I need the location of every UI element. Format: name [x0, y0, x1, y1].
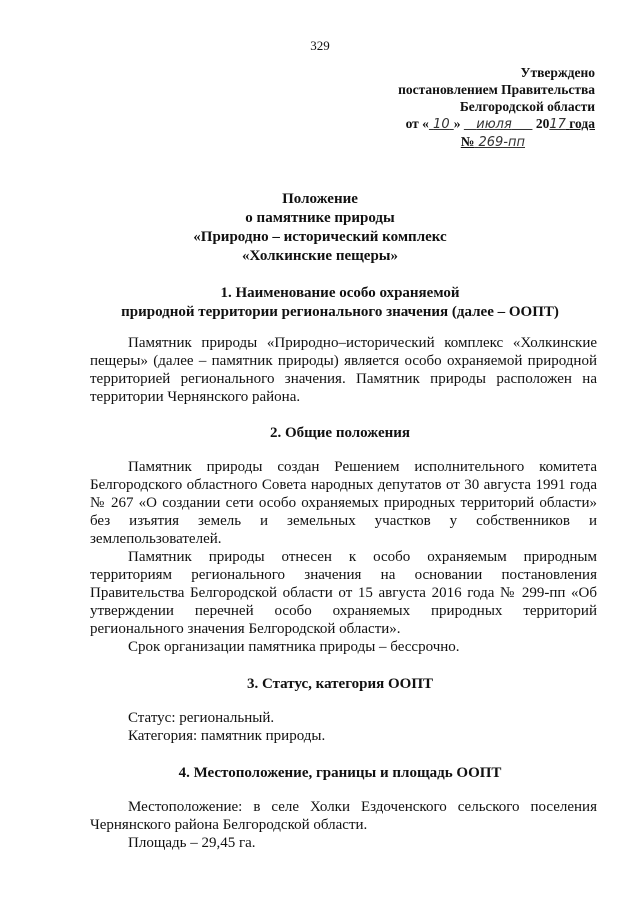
section-1-heading: 1. Наименование особо охраняемой природной территории регионального значения (далее – ООПТ): [121, 285, 559, 320]
status-line: Статус: региональный.: [128, 710, 275, 726]
section-2-heading: 2. Общие положения: [269, 425, 411, 441]
area-line: Площадь – 29,45 га.: [128, 835, 256, 851]
category-line: Категория: памятник природы.: [128, 728, 326, 744]
page-number: 329: [310, 38, 330, 53]
approval-line-2: постановлением Правительства: [398, 82, 595, 97]
number-value: 269-пп: [478, 135, 525, 150]
section-2-paragraph-1: Памятник природы создан Решением исполнительного комитета Белгородского областного Совета народных депутатов от 30 августа 1991 года № 267 «О создании сети особо охраняемых природных территорий области» без изъятия земель и земельных участков у собственников и землепользователей.: [90, 459, 597, 547]
section-2-body: [90, 458, 597, 656]
date-prefix: от «: [405, 116, 429, 131]
date-month: июля: [476, 117, 512, 132]
section-4-body: [90, 798, 597, 852]
section-1-paragraph: Памятник природы «Природно–исторический комплекс «Холкинские пещеры» (далее – памятник природы) является особо охраняемой природной территорией регионального значения. Памятник природы расположен на территории Чернянского района.: [90, 335, 597, 405]
section-2-paragraph-3: Срок организации памятника природы – бессрочно.: [128, 639, 460, 655]
title-line-1: Положение: [282, 191, 358, 207]
date-day: 10: [433, 117, 450, 132]
section-2-paragraph-2: Памятник природы отнесен к особо охраняемым природным территориям регионального значения на основании постановления Правительства Белгородской области от 15 августа 2016 года № 299-пп «Об утверждении перечней особо охраняемых природных территорий регионального значения Белгородской области».: [90, 549, 597, 637]
approval-line-3: Белгородской области: [459, 99, 595, 114]
document-title: [0, 190, 640, 266]
title-line-2: о памятнике природы: [245, 210, 395, 226]
date-year-suffix: 17: [549, 117, 566, 132]
section-1-body: [90, 334, 597, 406]
date-year-prefix: 20: [535, 116, 550, 131]
section-3-heading: 3. Статус, категория ООПТ: [246, 676, 433, 692]
title-line-4: «Холкинские пещеры»: [241, 248, 399, 264]
location-paragraph: Местоположение: в селе Холки Ездоченского сельского поселения Чернянского района Белгородской области.: [90, 799, 597, 833]
approval-date: [360, 115, 595, 133]
approval-stamp: [360, 64, 595, 151]
section-3-body: [90, 709, 597, 745]
section-4-heading: 4. Местоположение, границы и площадь ООПТ: [178, 765, 502, 781]
date-suffix: года: [569, 116, 595, 131]
approval-line-1: Утверждено: [520, 65, 595, 80]
approval-number: № 269-пп: [460, 134, 525, 150]
title-line-3: «Природно – исторический комплекс: [193, 229, 447, 245]
date-mid: »: [453, 116, 461, 131]
